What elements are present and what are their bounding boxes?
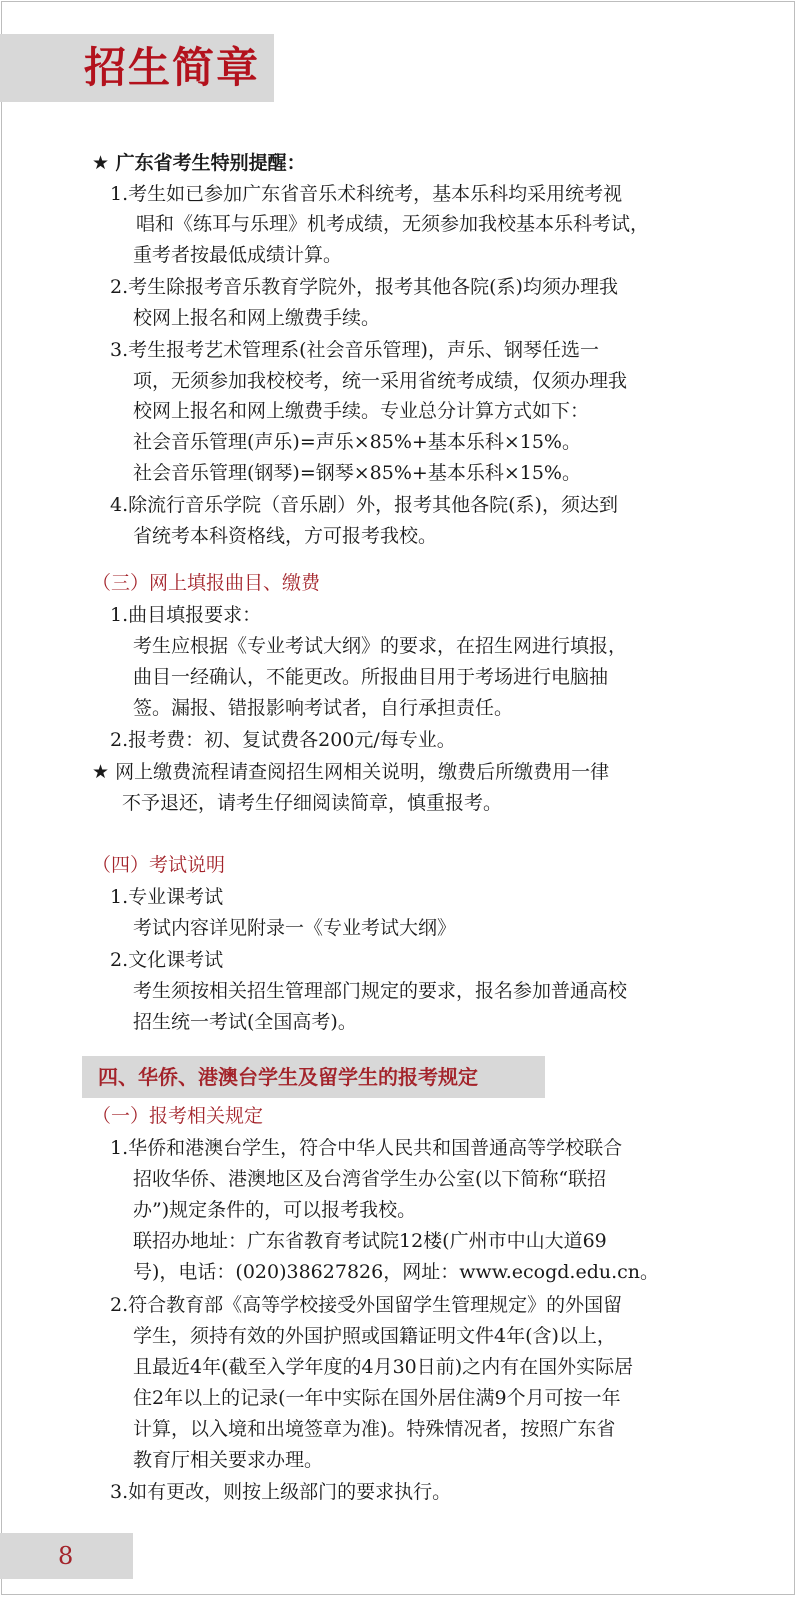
part-4-item-2-line-4: 住2年以上的记录(一年中实际在国外居住满9个月可按一年 bbox=[133, 1387, 621, 1409]
part-4-item-1-line-3: 办”)规定条件的，可以报考我校。 bbox=[133, 1199, 417, 1221]
section-4-heading: （四）考试说明 bbox=[92, 854, 226, 876]
reminder-item-3-line-5: 社会音乐管理(钢琴)=钢琴×85%+基本乐科×15%。 bbox=[133, 462, 581, 484]
part-4-item-1-line-4: 联招办地址：广东省教育考试院12楼(广州市中山大道69 bbox=[133, 1230, 607, 1252]
section-3-note-line-1: ★ 网上缴费流程请查阅招生网相关说明，缴费后所缴费用一律 bbox=[92, 761, 610, 783]
reminder-item-1-line-1: 1.考生如已参加广东省音乐术科统考，基本乐科均采用统考视 bbox=[110, 183, 623, 205]
part-4-sub-heading: （一）报考相关规定 bbox=[92, 1105, 264, 1127]
part-4-title: 四、华侨、港澳台学生及留学生的报考规定 bbox=[98, 1065, 478, 1089]
part-4-item-2-line-6: 教育厅相关要求办理。 bbox=[133, 1449, 324, 1471]
reminder-item-4-line-1: 4.除流行音乐学院（音乐剧）外，报考其他各院(系)，须达到 bbox=[110, 494, 618, 516]
part-4-item-1-line-2: 招收华侨、港澳地区及台湾省学生办公室(以下简称“联招 bbox=[133, 1168, 607, 1190]
reminder-item-1-line-2: 唱和《练耳与乐理》机考成绩，无须参加我校基本乐科考试， bbox=[136, 213, 650, 235]
section-3-heading: （三）网上填报曲目、缴费 bbox=[92, 572, 321, 594]
reminder-item-2-line-1: 2.考生除报考音乐教育学院外，报考其他各院(系)均须办理我 bbox=[110, 276, 618, 298]
part-4-item-2-line-1: 2.符合教育部《高等学校接受外国留学生管理规定》的外国留 bbox=[110, 1294, 623, 1316]
part-4-item-2-line-5: 计算，以入境和出境签章为准)。特殊情况者，按照广东省 bbox=[133, 1418, 616, 1440]
section-3-note-line-2: 不予退还，请考生仔细阅读简章，慎重报考。 bbox=[122, 792, 503, 814]
reminder-item-4-line-2: 省统考本科资格线，方可报考我校。 bbox=[133, 525, 438, 547]
reminder-item-3-line-3: 校网上报名和网上缴费手续。专业总分计算方式如下： bbox=[133, 400, 590, 422]
reminder-item-3-line-4: 社会音乐管理(声乐)=声乐×85%+基本乐科×15%。 bbox=[133, 431, 581, 453]
section-4-item-1-line: 考试内容详见附录一《专业考试大纲》 bbox=[133, 917, 457, 939]
part-4-item-1-line-1: 1.华侨和港澳台学生，符合中华人民共和国普通高等学校联合 bbox=[110, 1137, 623, 1159]
part-4-item-1-line-5: 号)，电话：(020)38627826，网址：www.ecogd.edu.cn。 bbox=[133, 1261, 660, 1283]
section-4-item-2-line-2: 招生统一考试(全国高考)。 bbox=[133, 1011, 357, 1033]
section-4-item-2-line-1: 考生须按相关招生管理部门规定的要求，报名参加普通高校 bbox=[133, 980, 628, 1002]
section-3-item-1-title: 1.曲目填报要求： bbox=[110, 604, 262, 626]
reminder-item-2-line-2: 校网上报名和网上缴费手续。 bbox=[133, 307, 381, 329]
reminder-item-1-line-3: 重考者按最低成绩计算。 bbox=[133, 244, 343, 266]
reminder-item-3-line-2: 项，无须参加我校校考，统一采用省统考成绩，仅须办理我 bbox=[133, 370, 628, 392]
page-number: 8 bbox=[58, 1542, 74, 1570]
section-4-item-1-title: 1.专业课考试 bbox=[110, 886, 224, 908]
page-title: 招生简章 bbox=[84, 43, 261, 92]
part-4-item-3: 3.如有更改，则按上级部门的要求执行。 bbox=[110, 1481, 452, 1503]
section-3-item-1-line-3: 签。漏报、错报影响考试者，自行承担责任。 bbox=[133, 697, 514, 719]
section-3-item-1-line-1: 考生应根据《专业考试大纲》的要求，在招生网进行填报， bbox=[133, 635, 628, 657]
part-4-item-2-line-3: 且最近4年(截至入学年度的4月30日前)之内有在国外实际居 bbox=[133, 1356, 634, 1378]
part-4-item-2-line-2: 学生，须持有效的外国护照或国籍证明文件4年(含)以上， bbox=[133, 1325, 616, 1347]
section-3-item-2: 2.报考费：初、复试费各200元/每专业。 bbox=[110, 729, 456, 751]
reminder-item-3-line-1: 3.考生报考艺术管理系(社会音乐管理)，声乐、钢琴任选一 bbox=[110, 339, 599, 361]
section-4-item-2-title: 2.文化课考试 bbox=[110, 949, 224, 971]
reminder-heading: ★ 广东省考生特别提醒： bbox=[92, 152, 306, 174]
section-3-item-1-line-2: 曲目一经确认，不能更改。所报曲目用于考场进行电脑抽 bbox=[133, 666, 609, 688]
